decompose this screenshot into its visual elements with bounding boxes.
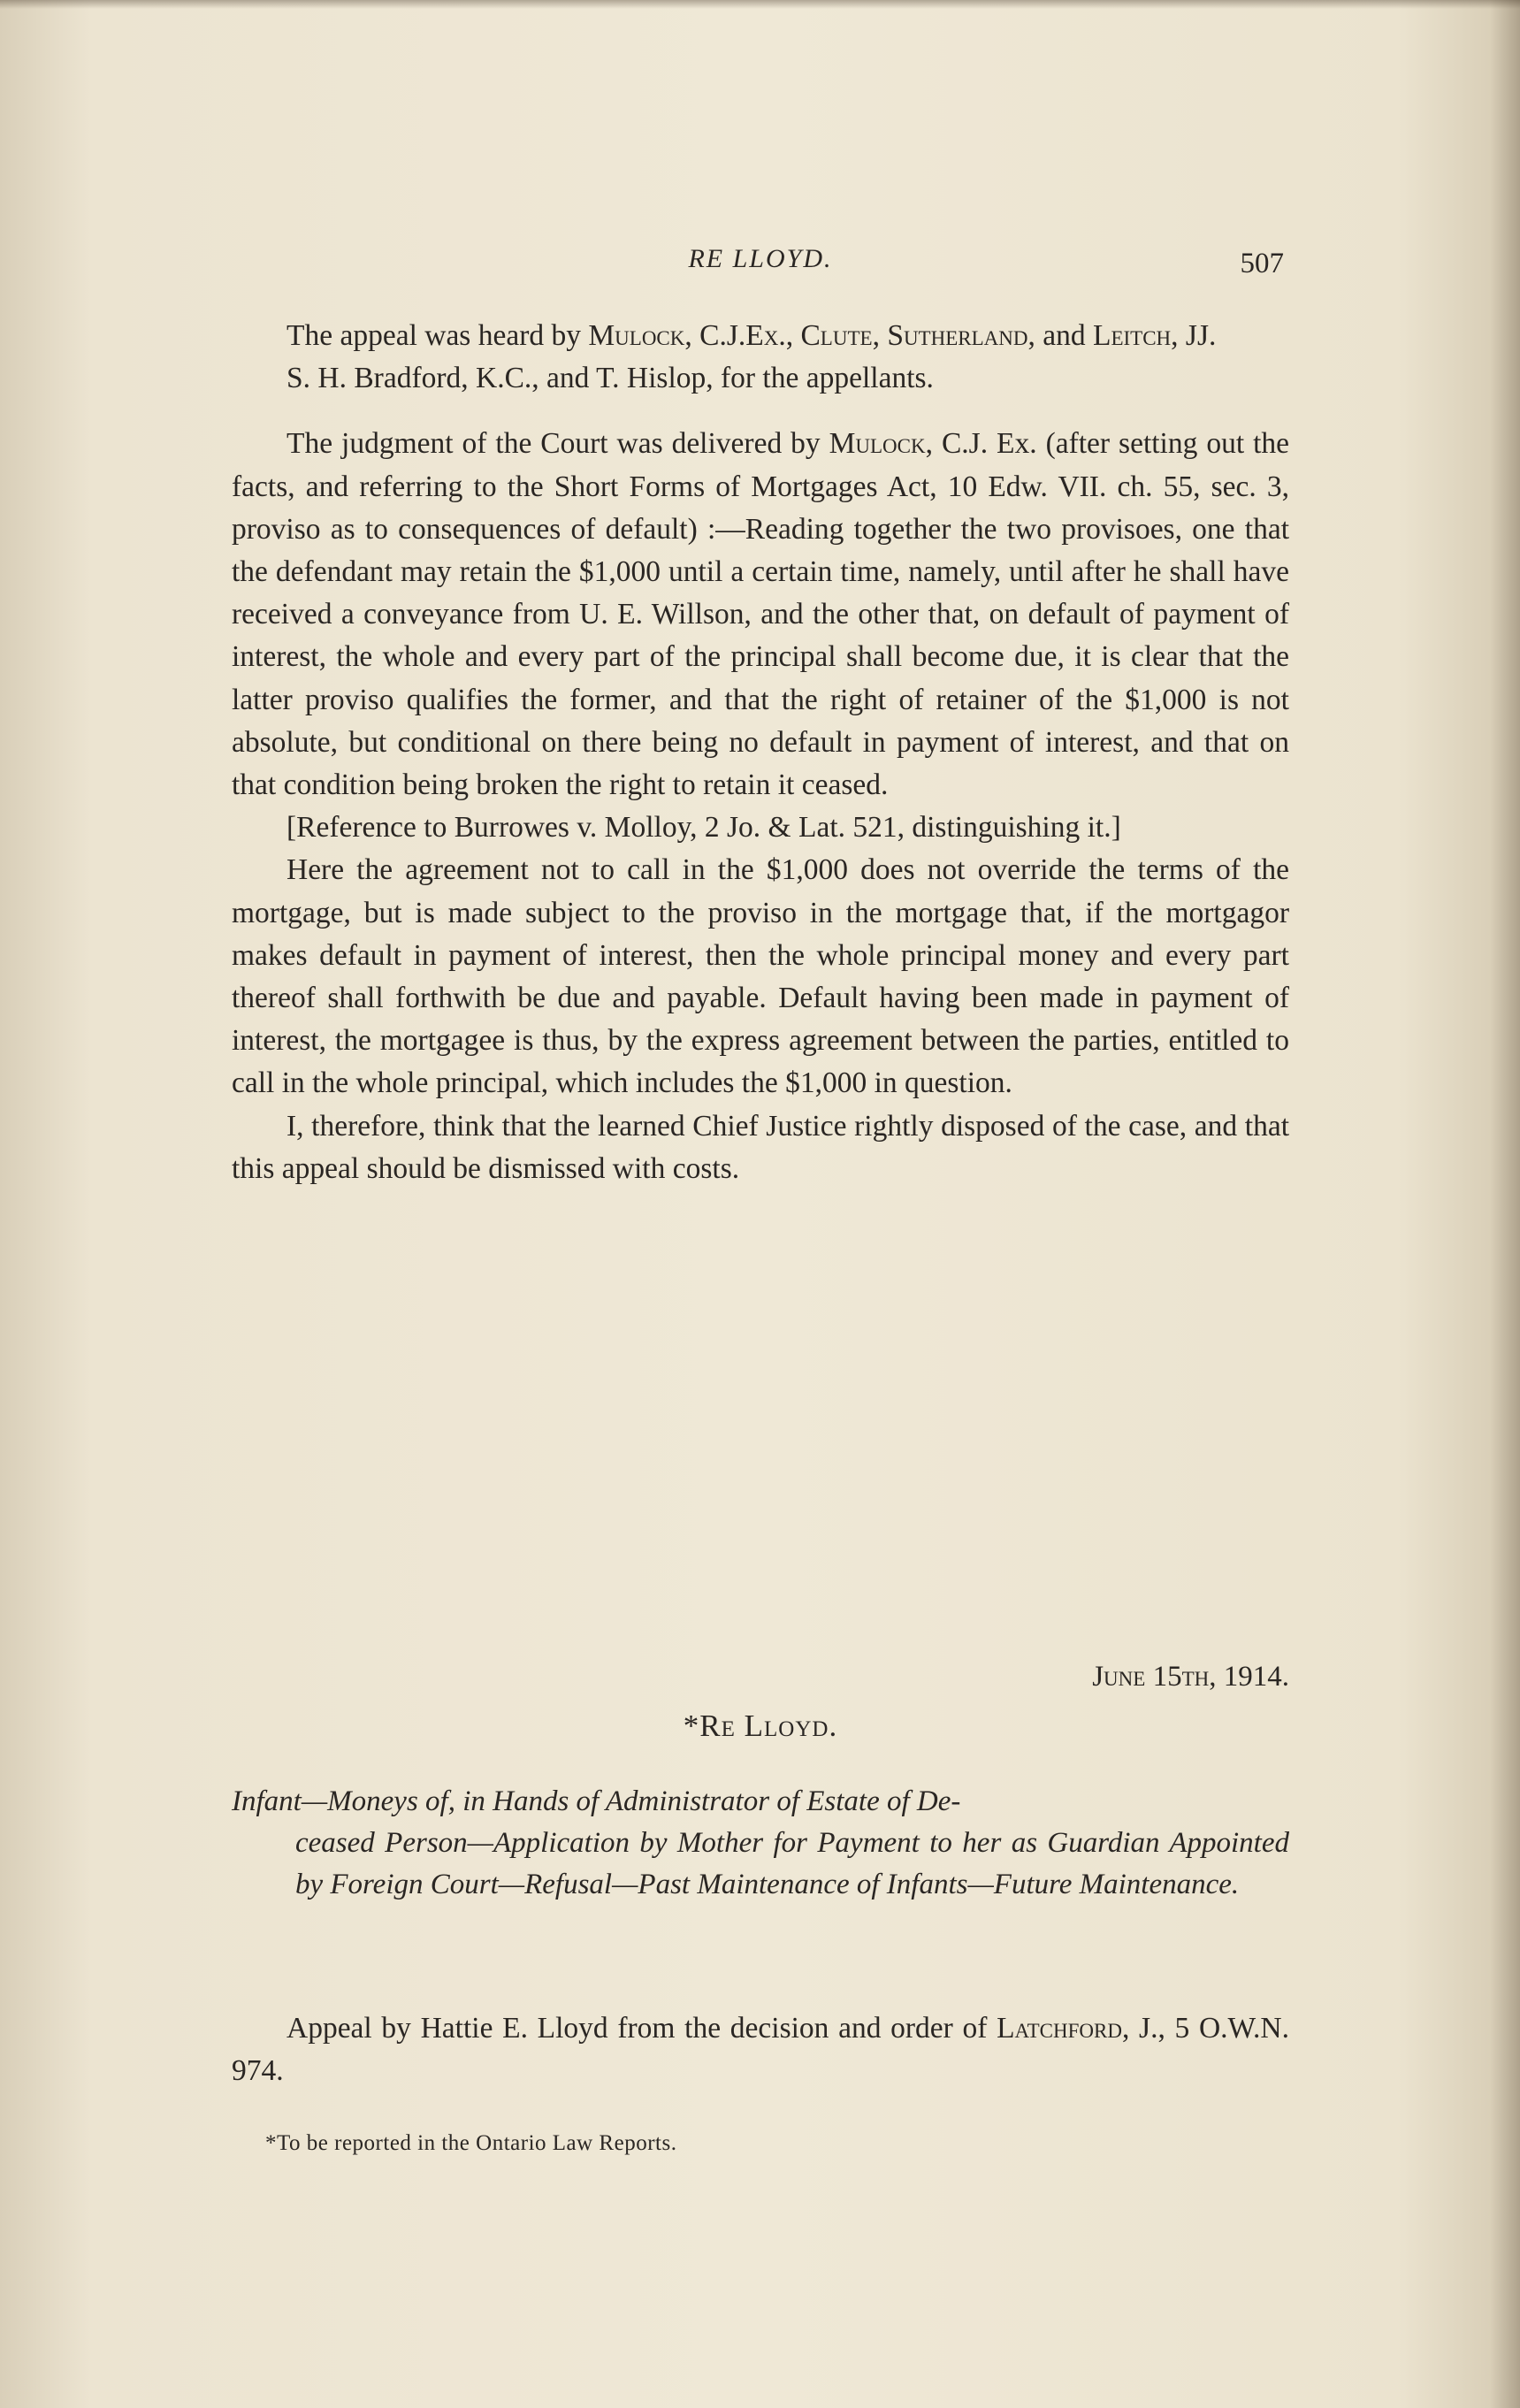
page-binding-shadow (1490, 0, 1520, 2408)
bench-judges: Mulock, C.J.Ex., Clute, Sutherland, (588, 319, 1035, 352)
appeal-statement (232, 2007, 1289, 2092)
judgment-text: , C.J. Ex. (after setting out the facts, and referring to the Short Forms of Mortgages Act, 10 Edw. VII. ch. 55, sec. 3, proviso as to consequences of default) :—Reading together the two provisoes, one that the defendant may retain the $1,000 until a certain time, namely, until after he shall have received a conveyance from U. E. Willson, and the other that, on default of payment of interest, the whole and every part of the principal shall become due, it is clear that the latter proviso qualifies the former, and that the right of retainer of the $1,000 is not absolute, but conditional on there being no default in payment of interest, and that on that condition being broken the right to retain it ceased. (232, 427, 1289, 802)
paragraph-conclusion: I, therefore, think that the learned Chief Justice rightly disposed of the case, and that this appeal should be dismissed with costs. (232, 1109, 1289, 1185)
page-top-shadow (0, 0, 1520, 9)
headnote-continuation: ceased Person—Application by Mother for Payment to her as Guardian Appointed by Foreign Court—Refusal—Past Maintenance of Infants—Future Maintenance. (295, 1827, 1289, 1900)
paragraph-agreement: Here the agreement not to call in the $1,000 does not override the terms of the mortgage, but is made subject to the proviso in the mortgage that, if the mortgagor makes default in payment of interest, then the whole principal money and every part thereof shall forthwith be due and payable. Default having been made in payment of interest, the mortgagee is thus, by the express agreement between the parties, entitled to call in the whole principal, which includes the $1,000 in question. (232, 853, 1289, 1100)
page-header (237, 244, 1284, 288)
judgment-lead: The judgment of the Court was delivered by (286, 427, 829, 461)
appeal-lead: Appeal by Hattie E. Lloyd from the decision and order of (286, 2012, 997, 2045)
headnote-first-line: Infant—Moneys of, in Hands of Administrator of Estate of De- (232, 1785, 961, 1817)
appeal-citation: , J., 5 O.W.N. 974. (232, 2012, 1289, 2087)
paragraph-bench (232, 315, 1289, 357)
running-head: RE LLOYD. (688, 244, 833, 273)
bench-judge-leitch: Leitch (1092, 319, 1172, 352)
paragraph-judgment (232, 423, 1289, 806)
bench-tail: , JJ. (1171, 319, 1217, 352)
paragraph-reference: [Reference to Burrowes v. Molloy, 2 Jo. & Lat. 521, distinguishing it.] (286, 811, 1121, 845)
case-title: *Re Lloyd. (683, 1709, 838, 1743)
appeal-judge: Latchford (997, 2012, 1122, 2045)
footnote: *To be reported in the Ontario Law Reports. (265, 2131, 677, 2155)
bench-lead: The appeal was heard by (286, 319, 589, 352)
judgment-body (232, 315, 1289, 1190)
paragraph-counsel: S. H. Bradford, K.C., and T. Hislop, for the appellants. (286, 362, 934, 395)
bench-and: and (1035, 319, 1093, 352)
dateline: June 15th, 1914. (1092, 1661, 1289, 1693)
page-number: 507 (1240, 248, 1284, 279)
headnote (232, 1781, 1289, 1906)
judgment-judge: Mulock (829, 427, 926, 461)
